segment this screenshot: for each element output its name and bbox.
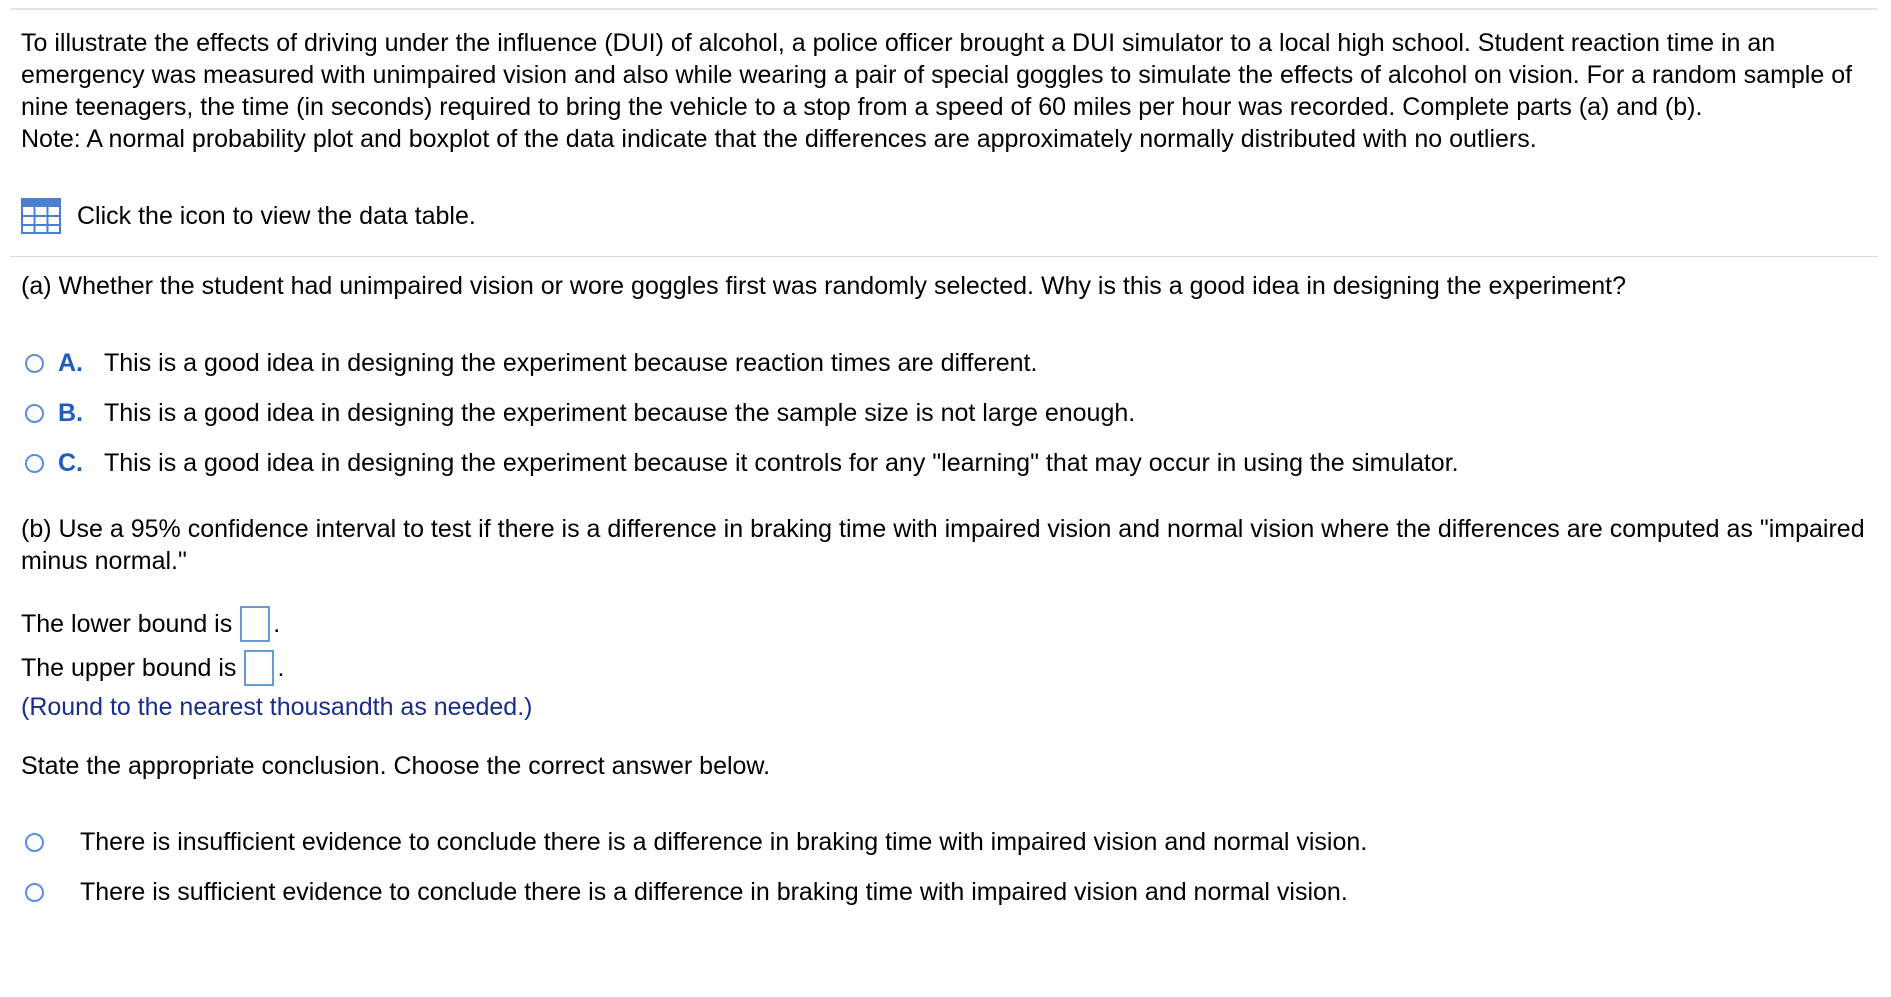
conclusion-choice-insufficient[interactable]: [25, 826, 1367, 858]
conclusion-text: There is insufficient evidence to conclude there is a difference in braking time with impaired vision and normal vision.: [80, 828, 1368, 856]
period: .: [273, 610, 281, 638]
choice-letter: C.: [58, 449, 83, 477]
lower-bound-label: The lower bound is: [21, 610, 233, 638]
conclusion-prompt: State the appropriate conclusion. Choose the correct answer below.: [21, 752, 771, 780]
choice-text: This is a good idea in designing the experiment because reaction times are different.: [104, 349, 1038, 377]
radio-button[interactable]: [25, 883, 44, 902]
part-a-choice-c[interactable]: [25, 447, 1459, 479]
choice-text: This is a good idea in designing the experiment because the sample size is not large enough.: [104, 399, 1136, 427]
period: .: [277, 654, 285, 682]
section-divider: [10, 256, 1878, 257]
part-a-choice-a[interactable]: [25, 347, 1037, 379]
question-stem: [21, 27, 1871, 155]
part-b-question: (b) Use a 95% confidence interval to test if there is a difference in braking time with impaired vision and normal vision where the differences are computed as "impaired minus normal.": [21, 515, 1865, 575]
top-divider: [10, 8, 1878, 10]
part-a-choice-b[interactable]: [25, 397, 1135, 429]
stem-paragraph: To illustrate the effects of driving under the influence (DUI) of alcohol, a police officer brought a DUI simulator to a local high school. Student reaction time in an emergency was measured with unimpaired vision and also while wearing a pair of special goggles to simulate the effects of alcohol on vision. For a random sample of nine teenagers, the time (in seconds) required to bring the vehicle to a stop from a speed of 60 miles per hour was recorded. Complete parts (a) and (b).: [21, 29, 1853, 121]
radio-button[interactable]: [25, 454, 44, 473]
radio-button[interactable]: [25, 833, 44, 852]
upper-bound-label: The upper bound is: [21, 654, 237, 682]
radio-button[interactable]: [25, 404, 44, 423]
conclusion-text: There is sufficient evidence to conclude there is a difference in braking time with impaired vision and normal vision.: [80, 878, 1348, 906]
radio-button[interactable]: [25, 354, 44, 373]
data-table-link[interactable]: [21, 198, 476, 234]
choice-letter: A.: [58, 349, 83, 377]
lower-bound-input[interactable]: [240, 606, 270, 642]
lower-bound-row: [21, 606, 280, 642]
choice-letter: B.: [58, 399, 83, 427]
table-icon[interactable]: [21, 198, 61, 234]
upper-bound-input[interactable]: [244, 650, 274, 686]
part-a-question: (a) Whether the student had unimpaired vision or wore goggles first was randomly selected. Why is this a good idea in designing the experiment?: [21, 272, 1627, 300]
conclusion-choice-sufficient[interactable]: [25, 876, 1348, 908]
choice-text: This is a good idea in designing the experiment because it controls for any "learning" that may occur in using the simulator.: [104, 449, 1459, 477]
rounding-instruction: (Round to the nearest thousandth as needed.): [21, 693, 533, 721]
data-table-link-text[interactable]: Click the icon to view the data table.: [77, 202, 476, 230]
upper-bound-row: [21, 650, 284, 686]
stem-note: Note: A normal probability plot and boxplot of the data indicate that the differences are approximately normally distributed with no outliers.: [21, 125, 1537, 153]
